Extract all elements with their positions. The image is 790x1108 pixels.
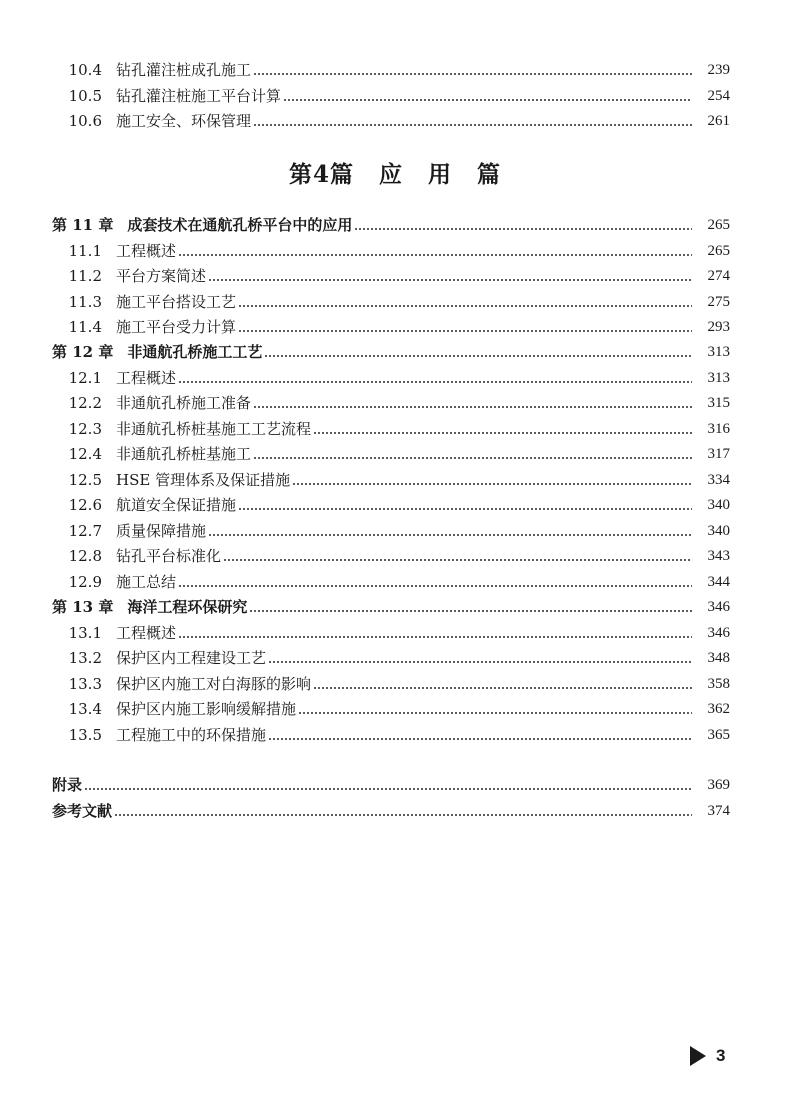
section-title: 非通航孔桥桩基施工工艺流程 (116, 420, 312, 438)
chapter-title: 海洋工程环保研究 (127, 598, 248, 616)
dot-leader (249, 610, 692, 612)
dot-leader (223, 559, 692, 561)
section-number: 11.3 (68, 293, 102, 311)
section-title: 保护区内施工影响缓解措施 (116, 700, 297, 718)
page-number: 344 (707, 574, 730, 590)
page-number: 315 (707, 395, 730, 411)
dot-leader (178, 254, 692, 256)
page-number: 362 (707, 701, 730, 717)
toc-entry-12-6[interactable] (52, 491, 730, 515)
section-title: 工程概述 (116, 624, 177, 642)
dot-leader (208, 279, 692, 281)
section-number: 12.5 (68, 471, 102, 489)
dot-leader (84, 788, 692, 790)
page-number: 348 (707, 650, 730, 666)
triangle-arrow-icon (690, 1046, 706, 1066)
section-title: 施工平台受力计算 (116, 318, 237, 336)
page-number: 313 (707, 344, 730, 360)
toc-entry-12-9[interactable] (52, 568, 730, 592)
section-number: 13.4 (68, 700, 102, 718)
section-title: 工程施工中的环保措施 (116, 726, 267, 744)
page-number: 346 (707, 625, 730, 641)
dot-leader (238, 305, 692, 307)
dot-leader (268, 738, 692, 740)
toc-entry-12-5[interactable] (52, 466, 730, 490)
page-number: 365 (707, 727, 730, 743)
toc-entry-12-3[interactable] (52, 415, 730, 439)
section-title: 施工总结 (116, 573, 177, 591)
page-number: 369 (707, 777, 730, 793)
dot-leader (292, 483, 692, 485)
footer-page-number: 3 (716, 1046, 726, 1065)
toc-entry-12-2[interactable] (52, 389, 730, 413)
toc-entry-12-7[interactable] (52, 517, 730, 541)
section-number: 12.8 (68, 547, 102, 565)
page-number: 261 (707, 113, 730, 129)
toc-references[interactable] (52, 797, 730, 821)
dot-leader (298, 712, 692, 714)
page-number: 346 (707, 599, 730, 615)
page-number: 334 (707, 472, 730, 488)
dot-leader (178, 381, 692, 383)
section-title: 钻孔灌注桩施工平台计算 (116, 87, 282, 105)
toc-chapter-12[interactable] (52, 338, 730, 362)
section-number: 12.3 (68, 420, 102, 438)
section-number: 11.1 (68, 242, 102, 260)
section-number: 10.4 (68, 61, 102, 79)
part-heading-char: 用 (428, 161, 453, 188)
dot-leader (253, 124, 692, 126)
page-number: 293 (707, 319, 730, 335)
toc-entry-12-1[interactable] (52, 364, 730, 388)
toc-entry-13-2[interactable] (52, 644, 730, 668)
appendix-title: 附录 (52, 776, 83, 794)
section-title: HSE 管理体系及保证措施 (116, 471, 291, 489)
dot-leader (313, 432, 692, 434)
section-number: 13.5 (68, 726, 102, 744)
toc-entry-11-1[interactable] (52, 237, 730, 261)
section-number: 13.1 (68, 624, 102, 642)
section-number: 10.6 (68, 112, 102, 130)
section-title: 施工安全、环保管理 (116, 112, 252, 130)
page-number: 317 (707, 446, 730, 462)
page-number: 340 (707, 497, 730, 513)
chapter-number: 第 12 章 (52, 343, 114, 361)
section-title: 航道安全保证措施 (116, 496, 237, 514)
dot-leader (178, 585, 692, 587)
section-title: 非通航孔桥桩基施工 (116, 445, 252, 463)
part-heading-char: 应 (379, 161, 403, 188)
section-number: 12.7 (68, 522, 102, 540)
section-title: 钻孔灌注桩成孔施工 (116, 61, 252, 79)
section-title: 工程概述 (116, 369, 177, 387)
section-number: 13.2 (68, 649, 102, 667)
section-number: 10.5 (68, 87, 102, 105)
page-number: 265 (707, 243, 730, 259)
dot-leader (238, 508, 692, 510)
toc-chapter-13[interactable] (52, 593, 730, 617)
page-number: 343 (707, 548, 730, 564)
section-number: 12.2 (68, 394, 102, 412)
part-heading (0, 156, 790, 189)
section-title: 保护区内工程建设工艺 (116, 649, 267, 667)
section-title: 施工平台搭设工艺 (116, 293, 237, 311)
section-title: 质量保障措施 (116, 522, 207, 540)
section-number: 11.2 (68, 267, 102, 285)
dot-leader (208, 534, 692, 536)
page-number: 340 (707, 523, 730, 539)
toc-entry-11-3[interactable] (52, 288, 730, 312)
dot-leader (178, 636, 692, 638)
toc-entry-10-5[interactable] (52, 82, 730, 106)
page-number: 274 (707, 268, 730, 284)
part-heading-char: 篇 (477, 161, 502, 188)
dot-leader (268, 661, 692, 663)
toc-entry-13-3[interactable] (52, 670, 730, 694)
part-heading-number: 第4篇 (288, 161, 354, 188)
toc-entry-12-4[interactable] (52, 440, 730, 464)
toc-entry-12-8[interactable] (52, 542, 730, 566)
toc-entry-13-1[interactable] (52, 619, 730, 643)
dot-leader (253, 406, 692, 408)
page-number: 374 (707, 803, 730, 819)
toc-entry-13-5[interactable] (52, 721, 730, 745)
toc-entry-10-4[interactable] (52, 56, 730, 80)
section-title: 保护区内施工对白海豚的影响 (116, 675, 312, 693)
toc-entry-11-4[interactable] (52, 313, 730, 337)
references-title: 参考文献 (52, 802, 113, 820)
toc-appendix[interactable] (52, 771, 730, 795)
dot-leader (253, 457, 692, 459)
dot-leader (283, 99, 692, 101)
section-number: 12.1 (68, 369, 102, 387)
chapter-title: 非通航孔桥施工工艺 (127, 343, 263, 361)
section-title: 非通航孔桥施工准备 (116, 394, 252, 412)
page-number: 316 (707, 421, 730, 437)
page-number: 239 (707, 62, 730, 78)
dot-leader (114, 814, 692, 816)
page-number: 254 (707, 88, 730, 104)
toc-entry-10-6[interactable] (52, 107, 730, 131)
page-number: 313 (707, 370, 730, 386)
dot-leader (264, 355, 692, 357)
page-number: 275 (707, 294, 730, 310)
chapter-title: 成套技术在通航孔桥平台中的应用 (127, 216, 353, 234)
section-number: 11.4 (68, 318, 102, 336)
dot-leader (238, 330, 692, 332)
section-number: 13.3 (68, 675, 102, 693)
page-number: 265 (707, 217, 730, 233)
section-number: 12.4 (68, 445, 102, 463)
toc-chapter-11[interactable] (52, 211, 730, 235)
toc-entry-11-2[interactable] (52, 262, 730, 286)
section-number: 12.6 (68, 496, 102, 514)
chapter-number: 第 13 章 (52, 598, 114, 616)
page-footer (690, 1044, 725, 1068)
section-title: 钻孔平台标准化 (116, 547, 222, 565)
toc-entry-13-4[interactable] (52, 695, 730, 719)
dot-leader (253, 73, 692, 75)
section-title: 平台方案简述 (116, 267, 207, 285)
dot-leader (313, 687, 692, 689)
section-number: 12.9 (68, 573, 102, 591)
section-title: 工程概述 (116, 242, 177, 260)
page-number: 358 (707, 676, 730, 692)
chapter-number: 第 11 章 (52, 216, 114, 234)
dot-leader (354, 228, 692, 230)
